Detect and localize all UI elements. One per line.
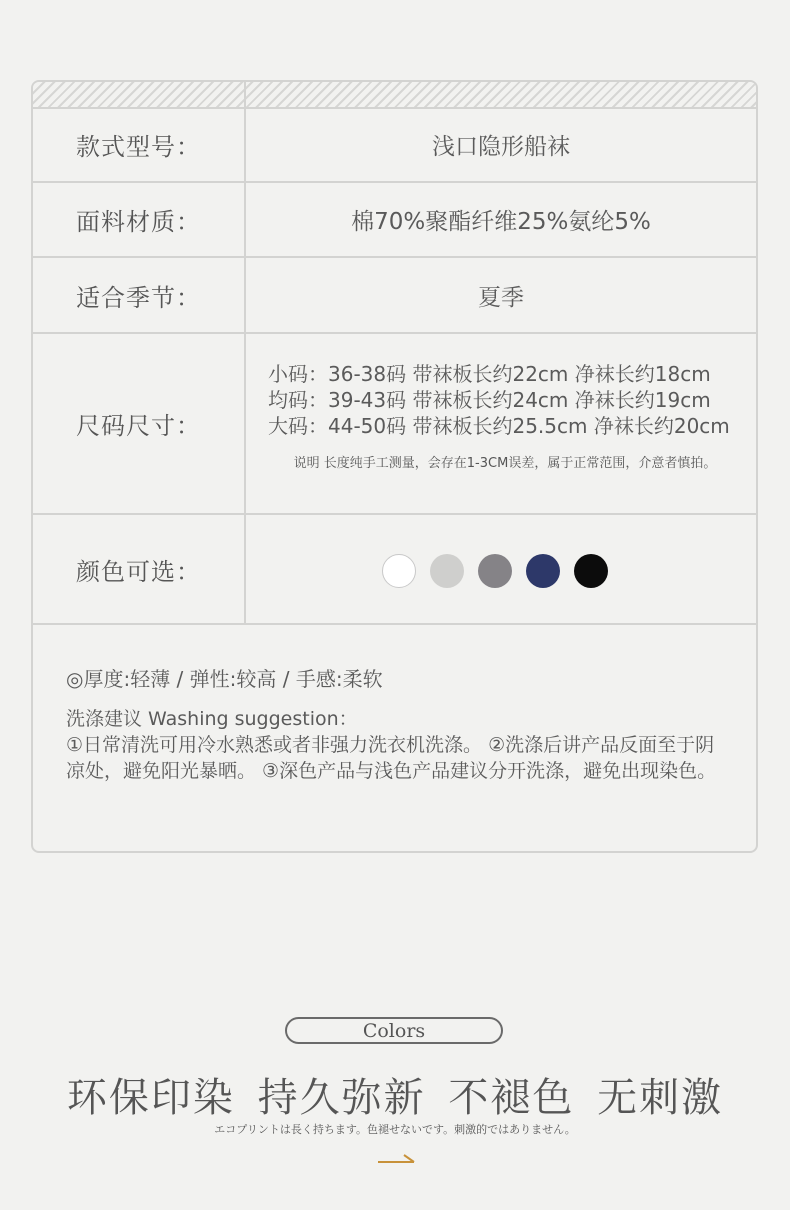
- fabric-properties: ◎厚度:轻薄 / 弹性:较高 / 手感:柔软: [66, 667, 383, 691]
- swatch-navy[interactable]: [526, 554, 560, 588]
- row-colors: [33, 515, 756, 625]
- size-small: 小码：36-38码 带袜板长约22cm 净袜长约18cm: [268, 362, 711, 386]
- row-season: [33, 258, 756, 334]
- swatch-light-gray[interactable]: [430, 554, 464, 588]
- arrow-right-icon: [378, 1152, 416, 1166]
- style-value: 浅口隐形船袜: [432, 133, 570, 160]
- row-style: [33, 107, 756, 183]
- colors-pill: Colors: [285, 1017, 503, 1044]
- swatch-gray[interactable]: [478, 554, 512, 588]
- material-value: 棉70%聚酯纤维25%氨纶5%: [351, 209, 651, 235]
- hatched-header: [33, 82, 756, 109]
- row-size: [33, 334, 756, 515]
- wash-text: ①日常清洗可用冷水熟悉或者非强力洗衣机洗涤。 ②洗涤后讲产品反面至于阴凉处，避免阳光暴晒。 ③深色产品与浅色产品建议分开洗涤，避免出现染色。: [66, 734, 717, 782]
- colors-label: 颜色可选：: [76, 557, 201, 586]
- wash-title: 洗涤建议 Washing suggestion：: [66, 708, 358, 730]
- row-material: [33, 183, 756, 258]
- size-medium: 均码：39-43码 带袜板长约24cm 净袜长约19cm: [268, 388, 711, 412]
- size-label: 尺码尺寸：: [76, 412, 201, 440]
- spec-table: [31, 80, 758, 853]
- material-label: 面料材质：: [76, 208, 201, 236]
- care-notes: [66, 664, 726, 784]
- swatch-black[interactable]: [574, 554, 608, 588]
- size-note: 说明 长度纯手工测量，会存在1-3CM误差，属于正常范围，介意者慎拍。: [293, 456, 717, 471]
- swatch-white[interactable]: [382, 554, 416, 588]
- season-label: 适合季节：: [76, 283, 201, 312]
- size-large: 大码：44-50码 带袜板长约25.5cm 净袜长约20cm: [268, 414, 730, 438]
- size-lines: [268, 361, 730, 439]
- subline: エコプリントは長く持ちます。色褪せないです。刺激的ではありません。: [214, 1123, 576, 1136]
- color-swatches: [382, 554, 608, 588]
- season-value: 夏季: [478, 284, 524, 311]
- style-label: 款式型号：: [76, 132, 201, 161]
- headline: 环保印染 持久弥新 不褪色 无刺激: [66, 1075, 724, 1121]
